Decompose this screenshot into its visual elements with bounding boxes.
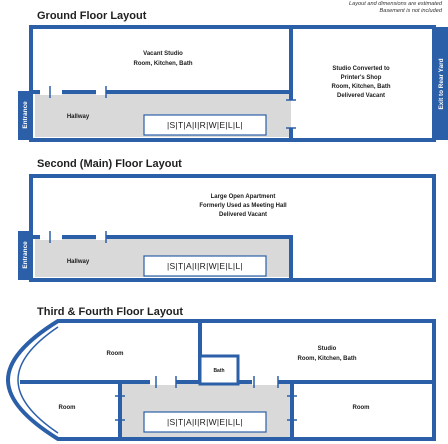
ground-right-room-line4: Delivered Vacant bbox=[336, 93, 386, 99]
third-studio-line2: Room, Kitchen, Bath bbox=[297, 356, 357, 362]
ground-right-room-line3: Room, Kitchen, Bath bbox=[331, 84, 391, 90]
third-fourth-floor-heading: Third & Fourth Floor Layout bbox=[37, 306, 184, 318]
ground-hallway-label: Hallway bbox=[66, 114, 90, 120]
ground-left-room-line1: Vacant Studio bbox=[143, 51, 183, 57]
ground-floor-plan bbox=[0, 0, 448, 150]
second-stairwell-label: |S|T|A|I|R|W|E|L|L| bbox=[167, 261, 243, 271]
second-room-line2: Formerly Used as Meeting Hall bbox=[199, 203, 287, 209]
third-bath-label: Bath bbox=[213, 368, 225, 374]
second-floor-plan bbox=[0, 170, 448, 290]
third-room-top-left-label: Room bbox=[106, 351, 124, 357]
third-room-bottom-left-label: Room bbox=[58, 405, 76, 411]
third-studio-line1: Studio bbox=[317, 346, 337, 352]
ground-right-room-line2: Printer's Shop bbox=[340, 75, 382, 81]
ground-entrance-label: Entrance bbox=[22, 101, 29, 129]
second-entrance-label: Entrance bbox=[22, 241, 29, 269]
ground-floor-heading: Ground Floor Layout bbox=[37, 10, 147, 22]
note-estimated: Layout and dimensions are estimated bbox=[349, 1, 442, 7]
ground-right-room-line1: Studio Converted to bbox=[332, 66, 390, 72]
third-stairwell-label: |S|T|A|I|R|W|E|L|L| bbox=[167, 417, 243, 427]
ground-exit-label: Exit to Rear Yard bbox=[438, 58, 445, 110]
second-room-line1: Large Open Apartment bbox=[210, 194, 276, 200]
third-room-bottom-right-label: Room bbox=[352, 405, 370, 411]
second-floor-heading: Second (Main) Floor Layout bbox=[37, 158, 182, 170]
note-basement: Basement is not included bbox=[379, 8, 442, 14]
third-fourth-floor-plan bbox=[0, 318, 448, 444]
second-hallway-label: Hallway bbox=[66, 259, 90, 265]
ground-stairwell-label: |S|T|A|I|R|W|E|L|L| bbox=[167, 120, 243, 130]
second-room-line3: Delivered Vacant bbox=[218, 212, 268, 218]
ground-left-room-line2: Room, Kitchen, Bath bbox=[133, 61, 193, 67]
